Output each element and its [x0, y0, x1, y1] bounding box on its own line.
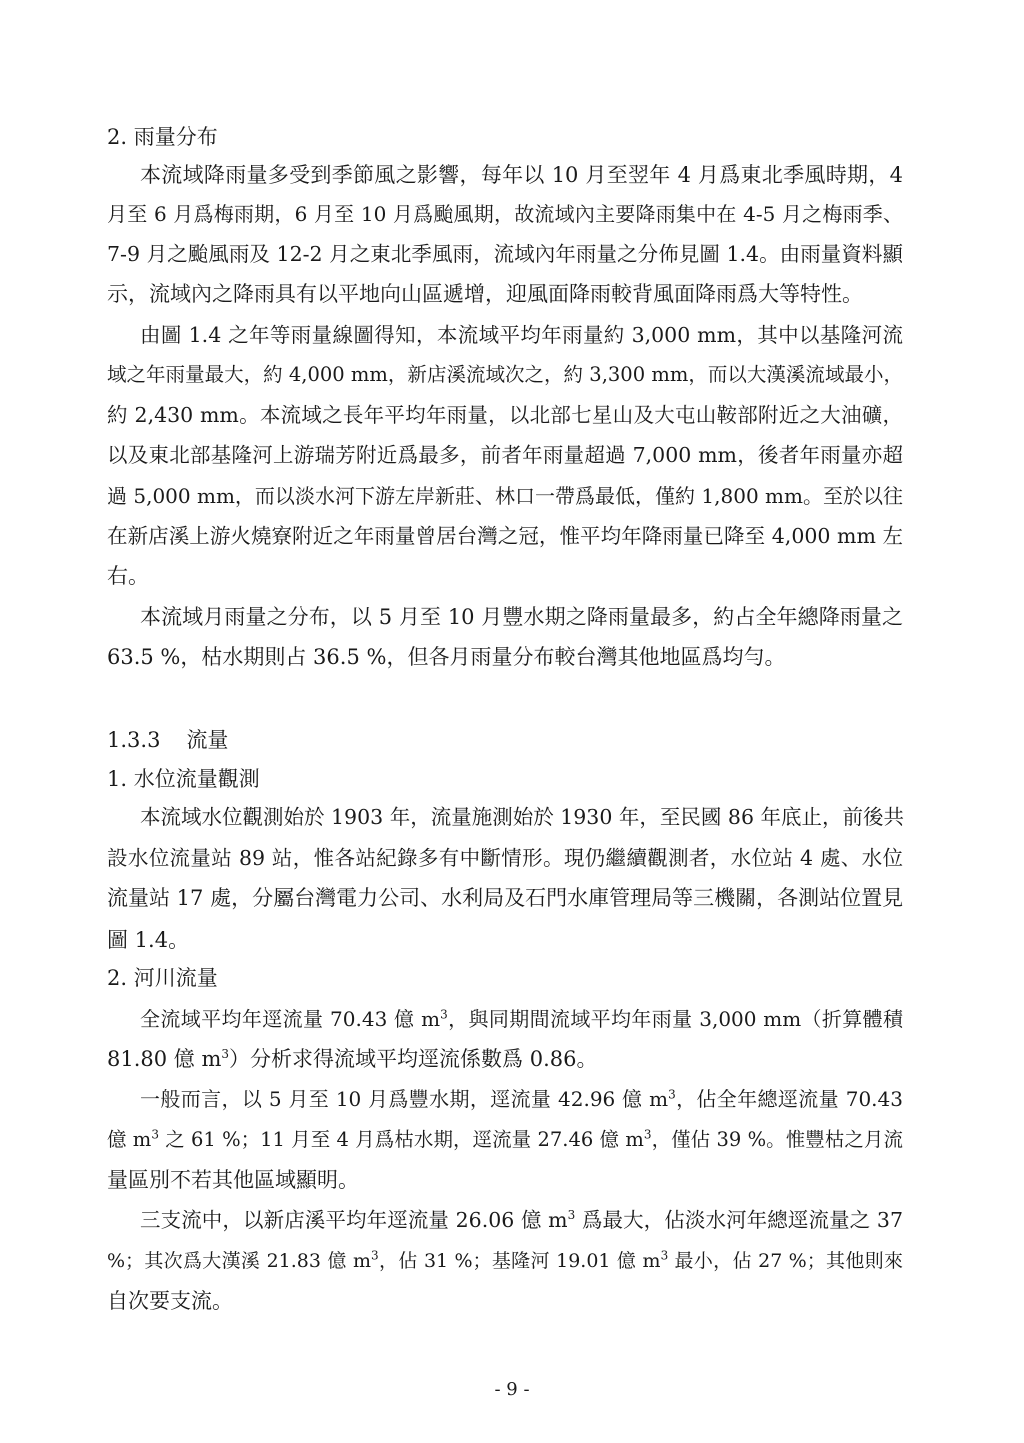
text-segment: ，佔 31 %；基隆河 19.01 億 m [378, 1250, 661, 1272]
paragraph-3-line-2: 63.5 %，枯水期則占 36.5 %，但各月雨量分布較台灣其他地區爲均勻。 [107, 645, 786, 669]
paragraph-6-line-2 [107, 1126, 903, 1156]
superscript: 3 [371, 1248, 379, 1263]
paragraph-7-line-3: 自次要支流。 [107, 1289, 233, 1313]
text-segment: 億 m [107, 1128, 152, 1151]
superscript: 3 [440, 1007, 448, 1022]
paragraph-3-line-1: 本流域月雨量之分布，以 5 月至 10 月豐水期之降雨量最多，約占全年總降雨量之 [140, 605, 903, 629]
text-segment: 全流域平均年逕流量 70.43 億 m [140, 1007, 441, 1031]
superscript: 3 [567, 1208, 576, 1223]
superscript: 3 [221, 1047, 230, 1061]
paragraph-2-line-2: 域之年雨量最大，約 4,000 mm，新店溪流域次之，約 3,300 mm，而以大漢溪流域最小， [107, 363, 903, 386]
text-segment: ）分析求得流域平均逕流係數爲 0.86。 [229, 1047, 598, 1071]
text-segment: 之 61 %；11 月至 4 月爲枯水期，逕流量 27.46 億 m [158, 1128, 644, 1151]
paragraph-1-line-4: 示，流域內之降雨具有以平地向山區遞增，迎風面降雨較背風面降雨爲大等特性。 [107, 282, 863, 306]
paragraph-5-line-2 [107, 1045, 597, 1075]
paragraph-6-line-1 [140, 1085, 903, 1115]
paragraph-5-line-1 [140, 1005, 903, 1035]
paragraph-4-line-3: 流量站 17 處，分屬台灣電力公司、水利局及石門水庫管理局等三機關，各測站位置見 [107, 886, 904, 910]
paragraph-4-line-4: 圖 1.4。 [107, 928, 190, 952]
text-segment: ，僅佔 39 %。惟豐枯之月流 [651, 1128, 903, 1151]
page-number: - 9 - [494, 1379, 530, 1400]
paragraph-4-line-1: 本流域水位觀測始於 1903 年，流量施測始於 1930 年，至民國 86 年底止，前後共 [140, 805, 905, 829]
text-segment: 81.80 億 m [107, 1047, 222, 1071]
superscript: 3 [660, 1248, 669, 1263]
paragraph-1-line-3: 7-9 月之颱風雨及 12-2 月之東北季風雨，流域內年雨量之分佈見圖 1.4。由雨量資料顯 [107, 242, 903, 266]
paragraph-6-line-3: 量區別不若其他區域顯明。 [107, 1168, 359, 1192]
paragraph-2-line-5: 過 5,000 mm，而以淡水河下游左岸新莊、林口一帶爲最低，僅約 1,800 mm。至於以往 [107, 484, 903, 508]
superscript: 3 [151, 1127, 159, 1142]
heading-river-flow: 2. 河川流量 [107, 966, 218, 990]
paragraph-1-line-2: 月至 6 月爲梅雨期，6 月至 10 月爲颱風期，故流域內主要降雨集中在 4-5 月之梅雨季、 [107, 202, 903, 226]
paragraph-2-line-6: 在新店溪上游火燒寮附近之年雨量曾居台灣之冠，惟平均年降雨量已降至 4,000 mm 左 [107, 524, 903, 548]
text-segment: 一般而言，以 5 月至 10 月爲豐水期，逕流量 42.96 億 m [140, 1087, 669, 1111]
paragraph-7-line-1 [140, 1206, 903, 1236]
superscript: 3 [643, 1127, 652, 1142]
text-segment: 最小，佔 27 %；其他則來 [668, 1250, 903, 1272]
paragraph-2-line-3: 約 2,430 mm。本流域之長年平均年雨量，以北部七星山及大屯山鞍部附近之大油礦， [107, 403, 903, 427]
section-number: 1.3.3 [107, 728, 161, 752]
paragraph-2-line-1: 由圖 1.4 之年等雨量線圖得知，本流域平均年雨量約 3,000 mm，其中以基隆河流 [140, 323, 903, 347]
paragraph-2-line-7: 右。 [107, 564, 149, 588]
paragraph-2-line-4: 以及東北部基隆河上游瑞芳附近爲最多，前者年雨量超過 7,000 mm，後者年雨量亦超 [107, 443, 903, 467]
section-heading-flow [107, 726, 228, 756]
heading-rainfall-distribution: 2. 雨量分布 [107, 125, 218, 149]
paragraph-1-line-1: 本流域降雨量多受到季節風之影響，每年以 10 月至翌年 4 月爲東北季風時期，4 [140, 163, 903, 187]
text-segment: 爲最大，佔淡水河年總逕流量之 37 [575, 1208, 903, 1232]
text-segment: ，佔全年總逕流量 70.43 [675, 1087, 903, 1111]
superscript: 3 [668, 1087, 676, 1102]
paragraph-7-line-2 [107, 1247, 903, 1277]
text-segment: ，與同期間流域平均年雨量 3,000 mm（折算體積 [447, 1007, 904, 1031]
section-title: 流量 [186, 728, 229, 752]
paragraph-4-line-2: 設水位流量站 89 站，惟各站紀錄多有中斷情形。現仍繼續觀測者，水位站 4 處、水位 [107, 846, 903, 870]
heading-water-level-observation: 1. 水位流量觀測 [107, 767, 260, 791]
text-segment: 三支流中，以新店溪平均年逕流量 26.06 億 m [140, 1208, 568, 1232]
text-segment: %；其次爲大漢溪 21.83 億 m [107, 1250, 372, 1272]
